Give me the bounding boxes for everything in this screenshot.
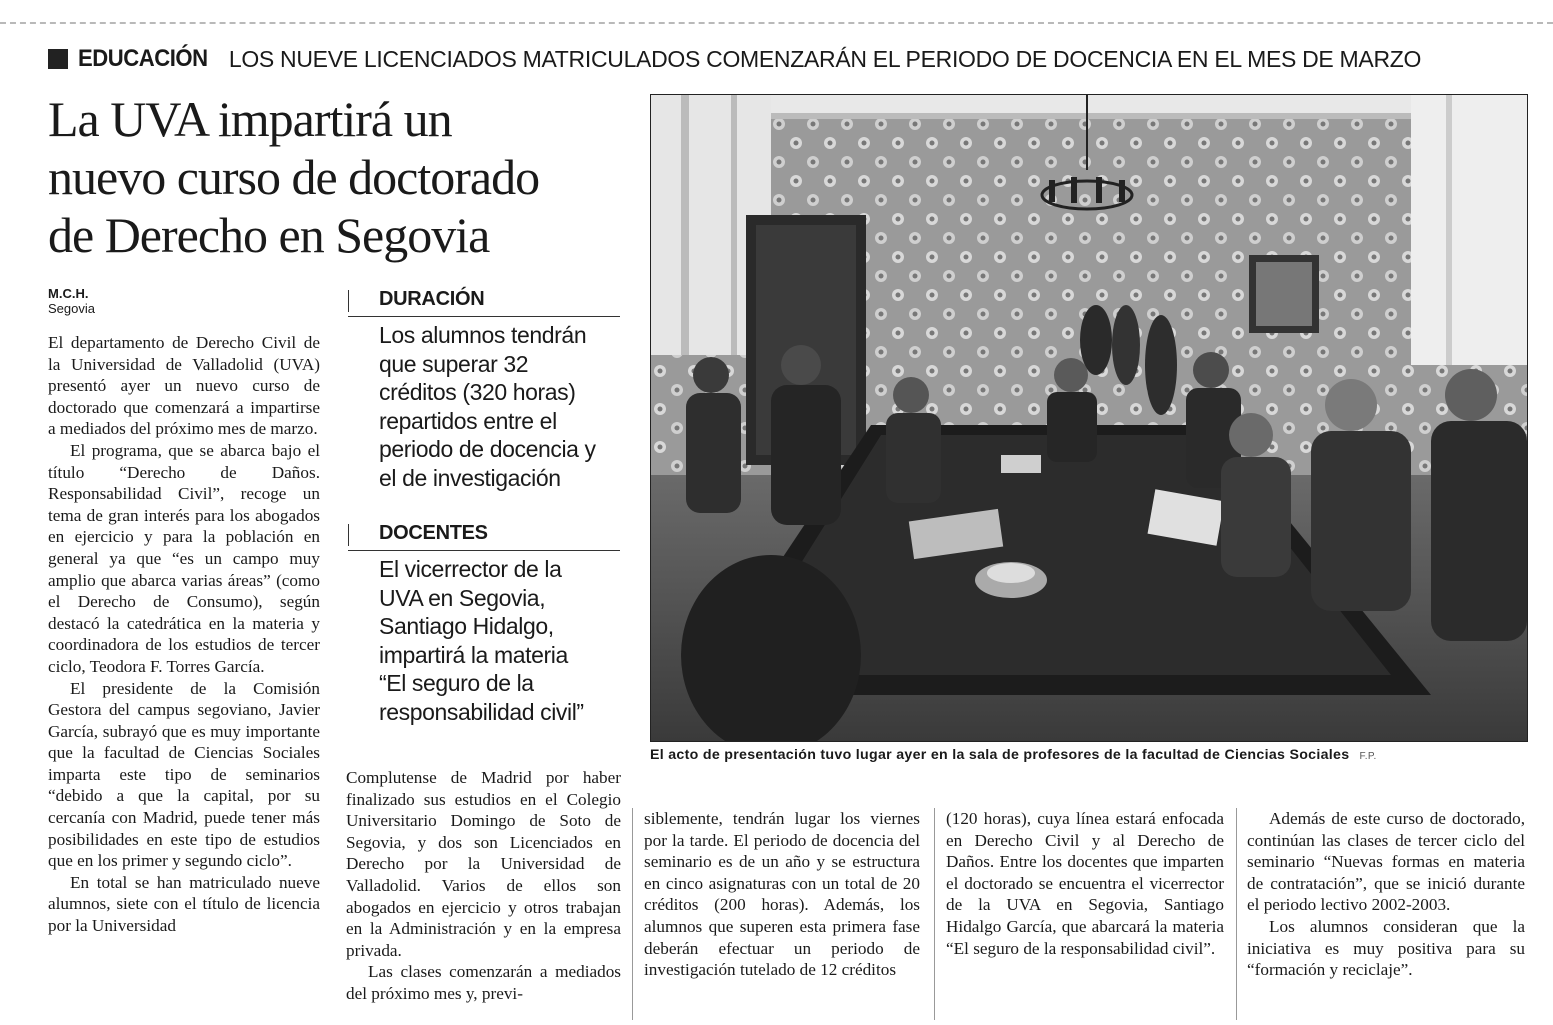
headline [48,90,628,264]
sidebar-duracion [348,288,620,492]
paragraph: El departamento de Derecho Civil de la Universidad de Valladolid (UVA) presentó ayer un nuevo curso de doctorado que comenzará a impartirse a mediados del próximo mes de marzo. [48,333,320,439]
byline-location: Segovia [48,301,95,316]
sidebar-line: que superar 32 [379,350,529,377]
paragraph: El programa, que se abarca bajo el título “Derecho de Daños. Responsabilidad Civil”, recoge un tema de gran interés para los abogados en ejercicio y para la población en general ya que “es un campo muy amplio que abarca varias áreas” (como el Derecho de Consumo), según destacó la catedrática en la materia y coordinadora de los estudios de tercer ciclo, Teodora F. Torres García. [48,440,320,676]
photo-caption [650,747,1526,763]
body-column-3 [644,808,920,981]
byline-author: M.C.H. [48,286,89,301]
body-column-5 [1247,808,1525,981]
sidebar-line: responsabilidad civil” [379,698,584,725]
sidebar-title: DOCENTES [379,522,488,544]
paragraph: En total se han matriculado nueve alumnos, siete con el título de licencia por la Universidad [48,872,320,936]
caption-text: El acto de presentación tuvo lugar ayer en la sala de profesores de la facultad de Ciencias Sociales [650,747,1350,763]
sidebar-docentes [348,522,620,726]
paragraph: El presidente de la Comisión Gestora del campus segoviano, Javier García, subrayó que es muy importante que la facultad de Ciencias Sociales imparta este tipo de seminarios “debido a que la capital, por su cercanía con Madrid, puede tener más posibilidades en este tipo de estudios que en los primer y segundo ciclo”. [48,678,320,871]
sidebar-line: periodo de docencia y [379,436,596,462]
column-rule [934,808,935,1020]
paragraph: Las clases comenzarán a mediados del próximo mes y, previ- [346,962,621,1003]
sidebar-text [348,317,620,492]
section-label: EDUCACIÓN [78,45,208,72]
sidebar-line: créditos (320 horas) [379,379,576,405]
sidebar-line: repartidos entre el [379,407,557,434]
sidebar-line: impartirá la materia [379,641,568,668]
kicker-text: LOS NUEVE LICENCIADOS MATRICULADOS COMENZARÁN EL PERIODO DE DOCENCIA EN EL MES DE MARZO [228,45,1422,72]
column-rule [1236,808,1237,1020]
article-photo [650,94,1528,742]
paragraph: Complutense de Madrid por haber finalizado sus estudios en el Colegio Universitario Domingo de Soto de Segovia, y dos son Licenciados en Derecho por la Universidad de Valladolid. Varios de ellos son abogados en ejercicio y otros trabajan en la Administración y en la empresa privada. [346,768,621,960]
sidebar-text [348,551,620,726]
sidebar-line: Santiago Hidalgo, [379,613,554,639]
headline-line: nuevo curso de doctorado [48,149,540,205]
section-kicker [48,44,1421,74]
sidebar-line: UVA en Segovia, [379,584,546,611]
sidebar-line: el de investigación [379,464,561,491]
body-column-1 [48,332,320,937]
sidebar-line: El vicerrector de la [379,556,562,582]
top-page-rule [0,22,1553,24]
sidebar-title: DURACIÓN [379,288,485,310]
paragraph: siblemente, tendrán lugar los viernes por la tarde. El periodo de docencia del seminario es de un año y se estructura en cinco asignaturas con un total de 20 créditos (200 horas). Además, los alumnos que superen esta primera fase deberán efectuar un periodo de investigación tutelado de 12 créditos [644,809,920,980]
paragraph: Además de este curso de doctorado, continúan las clases de tercer ciclo del seminario “Nuevas formas en materia de contratación”, que se inició durante el periodo lectivo 2002-2003. [1247,809,1525,915]
paragraph: (120 horas), cuya línea estará enfocada en Derecho Civil y al Derecho de Daños. Entre los docentes que imparten el doctorado se encuentra el vicerrector de la UVA en Segovia, Santiago Hidalgo García, que abarcará la materia “El seguro de la responsabilidad civil”. [946,809,1224,958]
paragraph: Los alumnos consideran que la iniciativa es muy positiva para su “formación y reciclaje”. [1247,916,1525,980]
sidebar-line: Los alumnos tendrán [379,322,587,348]
meeting-room-photo [651,95,1527,741]
headline-line: La UVA impartirá un [48,91,452,147]
column-rule [632,808,633,1020]
headline-line: de Derecho en Segovia [48,207,490,263]
body-column-4 [946,808,1224,959]
section-square-icon [48,49,68,69]
photo-credit: F.P. [1359,751,1377,762]
byline [48,286,95,316]
sidebar-line: “El seguro de la [379,670,534,696]
body-column-2 [346,767,621,1005]
